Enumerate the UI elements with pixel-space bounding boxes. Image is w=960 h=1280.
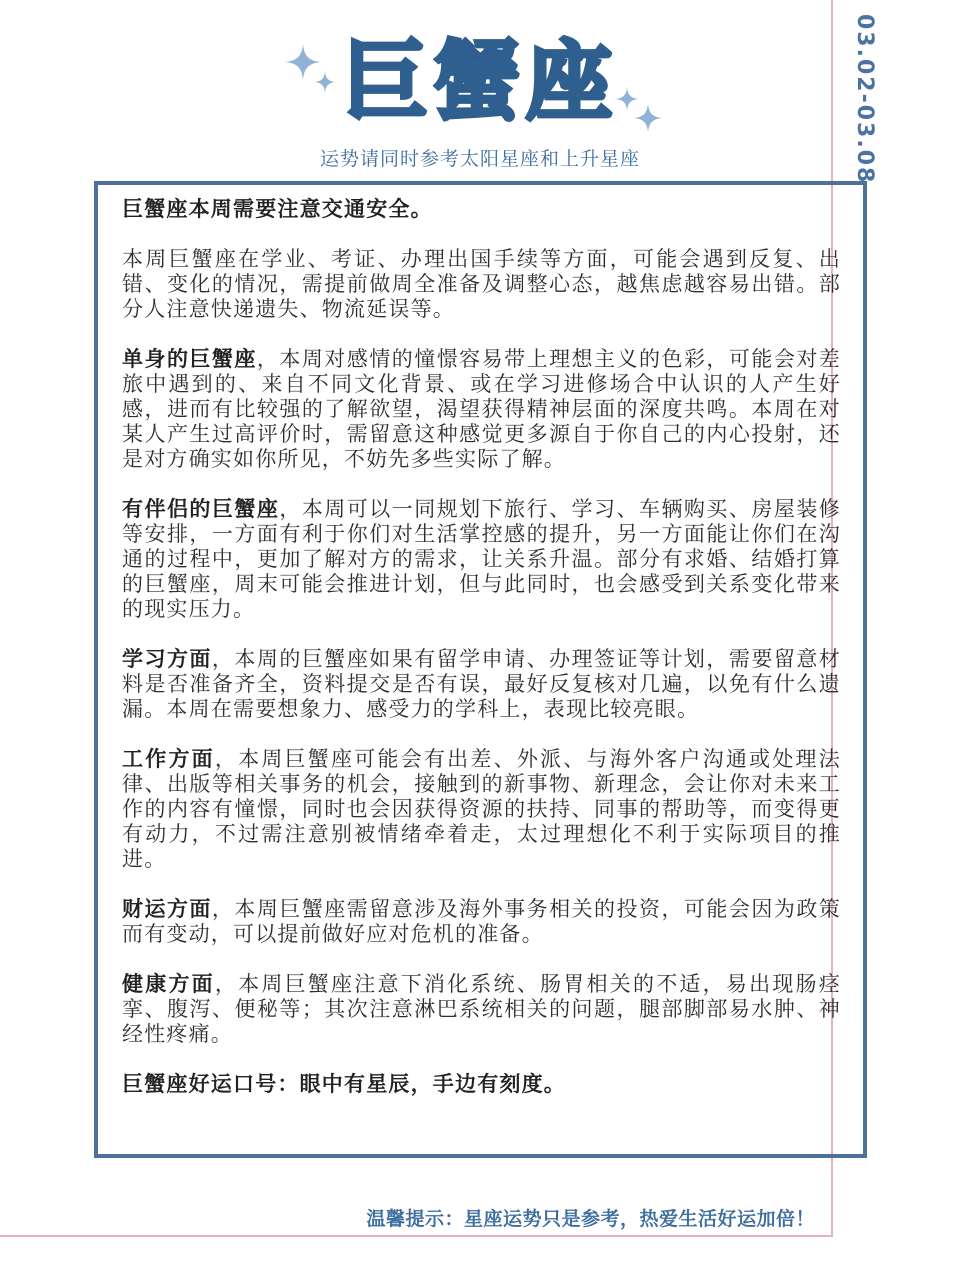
- section-single: [122, 347, 841, 472]
- section-text: ，本周的巨蟹座如果有留学申请、办理签证等计划，需要留意材料是否准备齐全，资料提交是否有误，最好反复核对几遍，以免有什么遗漏。本周在需要想象力、感受力的学科上，表现比较亮眼。: [122, 647, 841, 721]
- section-text: ，本周巨蟹座注意下消化系统、肠胃相关的不适，易出现肠痉挛、腹泻、便秘等；其次注意淋巴系统相关的问题，腿部脚部易水肿、神经性疼痛。: [122, 972, 841, 1046]
- intro-paragraph: 本周巨蟹座在学业、考证、办理出国手续等方面，可能会遇到反复、出错、变化的情况，需提前做周全准备及调整心态，越焦虑越容易出错。部分人注意快递遗失、物流延误等。: [122, 247, 841, 321]
- section-label: 健康方面: [122, 972, 215, 996]
- headline: 巨蟹座本周需要注意交通安全。: [122, 197, 433, 221]
- date-range: 03.02-03.08: [852, 14, 877, 185]
- section-study: [122, 647, 841, 722]
- section-label: 财运方面: [122, 897, 212, 921]
- section-finance: [122, 897, 841, 947]
- section-label: 有伴侣的巨蟹座: [122, 497, 280, 521]
- section-work: [122, 747, 841, 872]
- section-text: ，本周对感情的憧憬容易带上理想主义的色彩，可能会对差旅中遇到的、来自不同文化背景、或在学习进修场合中认识的人产生好感，进而有比较强的了解欲望，渴望获得精神层面的深度共鸣。本周在对某人产生过高评价时，需留意这种感觉更多源自于你自己的内心投射，还是对方确实如你所见，不妨先多些实际了解。: [122, 347, 842, 471]
- page-title: 巨蟹座: [342, 32, 618, 132]
- pink-horizontal-divider: [0, 1235, 833, 1237]
- section-label: 学习方面: [122, 647, 212, 671]
- sparkle-icon: [313, 70, 337, 94]
- sparkle-icon: [632, 102, 664, 134]
- section-text: ，本周巨蟹座需留意涉及海外事务相关的投资，可能会因为政策而有变动，可以提前做好应对危机的准备。: [122, 897, 841, 946]
- section-label: 单身的巨蟹座: [122, 347, 257, 371]
- section-label: 工作方面: [122, 747, 215, 771]
- page-subtitle: 运势请同时参考太阳星座和上升星座: [319, 148, 640, 170]
- section-partnered: [122, 497, 841, 622]
- section-text: ，本周巨蟹座可能会有出差、外派、与海外客户沟通或处理法律、出版等相关事务的机会，接触到的新事物、新理念，会让你对未来工作的内容有憧憬，同时也会因获得资源的扶持、同事的帮助等，而变得更有动力，不过需注意别被情绪牵着走，太过理想化不利于实际项目的推进。: [122, 747, 841, 871]
- lucky-slogan: 巨蟹座好运口号：眼中有星辰，手边有刻度。: [122, 1072, 566, 1096]
- footer-tip: 温馨提示：星座运势只是参考，热爱生活好运加倍！: [366, 1208, 815, 1230]
- horoscope-content-box: [94, 181, 867, 1158]
- section-health: [122, 972, 841, 1047]
- section-text: ，本周可以一同规划下旅行、学习、车辆购买、房屋装修等安排，一方面有利于你们对生活掌控感的提升，另一方面能让你们在沟通的过程中，更加了解对方的需求，让关系升温。部分有求婚、结婚打算的巨蟹座，周末可能会推进计划，但与此同时，也会感受到关系变化带来的现实压力。: [122, 497, 841, 621]
